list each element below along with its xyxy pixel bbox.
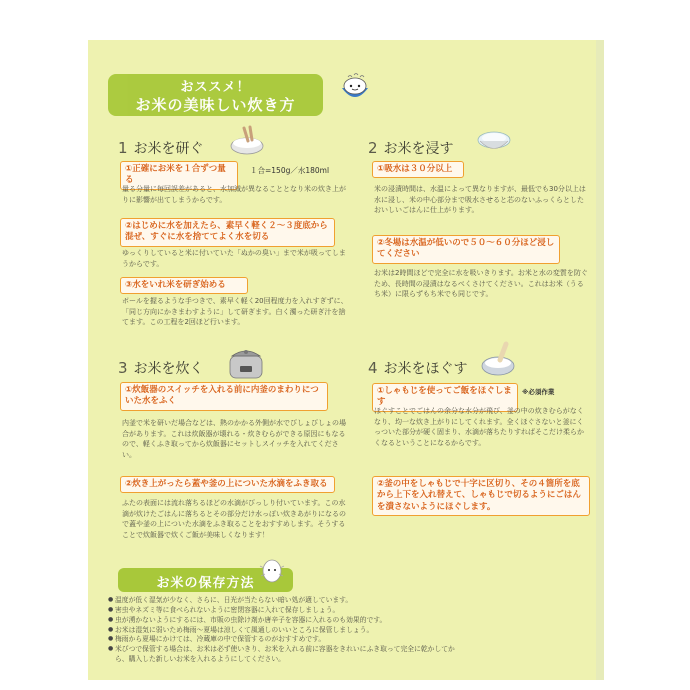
section-4-number: 4 xyxy=(368,359,378,377)
section-4-heading xyxy=(368,358,468,378)
section-4-step-1-label: ①しゃもじを使ってご飯をほぐします xyxy=(372,383,518,412)
section-2-title: お米を浸す xyxy=(383,141,454,157)
rice-cooker-icon xyxy=(226,344,266,382)
storage-item: ● 温度が低く湿気が少なく、さらに、日光が当たらない暗い処が適しています。 xyxy=(108,596,458,606)
storage-item: ● 虫が湧かないようにするには、市販の虫除け剤か唐辛子を容器に入れるのも効果的です。 xyxy=(108,616,458,626)
soaking-rice-bowl-icon xyxy=(476,126,512,156)
section-1-step-1-note: １合=150g／水180ml xyxy=(250,166,330,175)
section-1-number: 1 xyxy=(118,139,128,157)
washing-rice-icon xyxy=(228,124,266,158)
section-3-title: お米を炊く xyxy=(133,361,204,377)
section-1-step-2-label: ②はじめに水を加えたら、素早く軽く２～３度底から混ぜ、すぐに水を捨ててよく水を切る xyxy=(120,218,335,247)
storage-item: ● 梅雨から夏場にかけては、冷蔵庫の中で保管するのがおすすめです。 xyxy=(108,635,458,645)
storage-item: ● お米は湿気に弱いため梅雨～夏場は涼しくて風通しのいいところに保管しましょう。 xyxy=(108,626,458,636)
storage-item: ● 害虫やネズミ等に食べられないように密閉容器に入れて保存しましょう。 xyxy=(108,606,458,616)
section-2-heading xyxy=(368,138,454,158)
section-2-step-1-label: ①吸水は３０分以上 xyxy=(372,161,464,178)
section-2-number: 2 xyxy=(368,139,378,157)
section-1-step-1-label: ①正確にお米を１合ずつ量る xyxy=(120,161,238,190)
section-1-heading xyxy=(118,138,204,158)
section-3-step-2-text: ふたの表面には流れ落ちるほどの水滴がびっしり付いています。この水滴が炊けたごはんに落ちるとその部分だけ水っぽい炊きあがりになるので蓋や釜の上についた水滴をふき取ることをおすすめします。そうすることで炊飯器で炊くご飯が美味しくなります！ xyxy=(122,499,346,539)
section-3-number: 3 xyxy=(118,359,128,377)
rice-grain-mascot-icon xyxy=(258,556,286,586)
storage-title: お米の保存方法 xyxy=(156,576,255,591)
section-1-step-3-label: ③水をいれ米を研ぎ始める xyxy=(120,277,248,294)
section-1-step-2-text: ゆっくりしていると米に付いていた「ぬかの臭い」まで米が吸ってしまうからです。 xyxy=(122,249,346,268)
storage-list xyxy=(108,596,458,665)
title-banner xyxy=(108,74,323,116)
section-1-step-3-text: ボールを握るような手つきで、素早く軽く20回程度力を入れすぎずに、「同じ方向にかきまわすように」して研ぎます。白く濁った研ぎ汁を捨てます。この工程を2回ほど行います。 xyxy=(122,297,348,326)
rice-paddle-icon xyxy=(478,340,518,380)
section-3-step-1-text: 内釜で米を研いだ場合などは、熱のかかる外側が水でびしょびしょの場合があります。これは炊飯器が壊れる・炊きむらができる原因にもなるので、軽くふき取ってから炊飯器にセットしスイッチを入れてください。 xyxy=(122,419,346,459)
section-4-step-2-label: ②釜の中をしゃもじで十字に区切り、その４箇所を底から上下を入れ替えて、しゃもじで切るようにごはんを潰さないようにほぐします。 xyxy=(372,476,590,516)
section-4-title: お米をほぐす xyxy=(383,361,468,377)
section-2-step-2-text: お米は2時間ほどで完全に水を吸いきります。お米と水の変質を防ぐため、長時間の浸漬はなるべくさけてください。これはお米（うるち米）に限らずもち米でも同じです。 xyxy=(374,269,588,298)
section-2-step-2-label: ②冬場は水温が低いので５０～６０分ほど浸してください xyxy=(372,235,560,264)
title-line-2: お米の美味しい炊き方 xyxy=(135,96,296,114)
title-line-1: おススメ！ xyxy=(180,80,251,95)
section-3-step-2-label: ②炊き上がったら蓋や釜の上についた水滴をふき取る xyxy=(120,476,335,493)
storage-item: ● 米びつで保管する場合は、お米は必ず使いきり、お米を入れる前に容器をきれいにふき取って完全に乾かしてから、購入した新しいお米を入れるようにしてください。 xyxy=(108,645,458,665)
section-4-step-1-note: ※必須作業 xyxy=(522,388,555,396)
page-edge xyxy=(596,40,604,680)
leaflet-page xyxy=(88,40,603,680)
section-2-step-1-text: 米の浸漬時間は、水温によって異なりますが、最低でも30分以上は水に浸し、米の中心部分まで吸水させると芯のないふっくらとしたおいしいごはんに仕上がります。 xyxy=(374,185,586,214)
section-3-step-1-label: ①炊飯器のスイッチを入れる前に内釜のまわりについた水をふく xyxy=(120,382,328,411)
section-3-heading xyxy=(118,358,204,378)
section-4-step-1-text: ほぐすことでごはんの余分な水分が飛び、釜の中の炊きむらがなくなり、均一な炊き上がりにしてくれます。全くほぐさないと釜にくっついた部分が硬く固まり、水滴が落ちたりすればそこだけ柔らかくなるということになるからです。 xyxy=(374,407,584,447)
section-1-title: お米を研ぐ xyxy=(133,141,204,157)
rice-bowl-mascot-icon xyxy=(338,72,372,106)
section-1-step-1-text: 量る分量に毎回誤差があると、水加減が異なることとなり米の炊き上がりに影響が出てしまうからです。 xyxy=(122,185,346,204)
